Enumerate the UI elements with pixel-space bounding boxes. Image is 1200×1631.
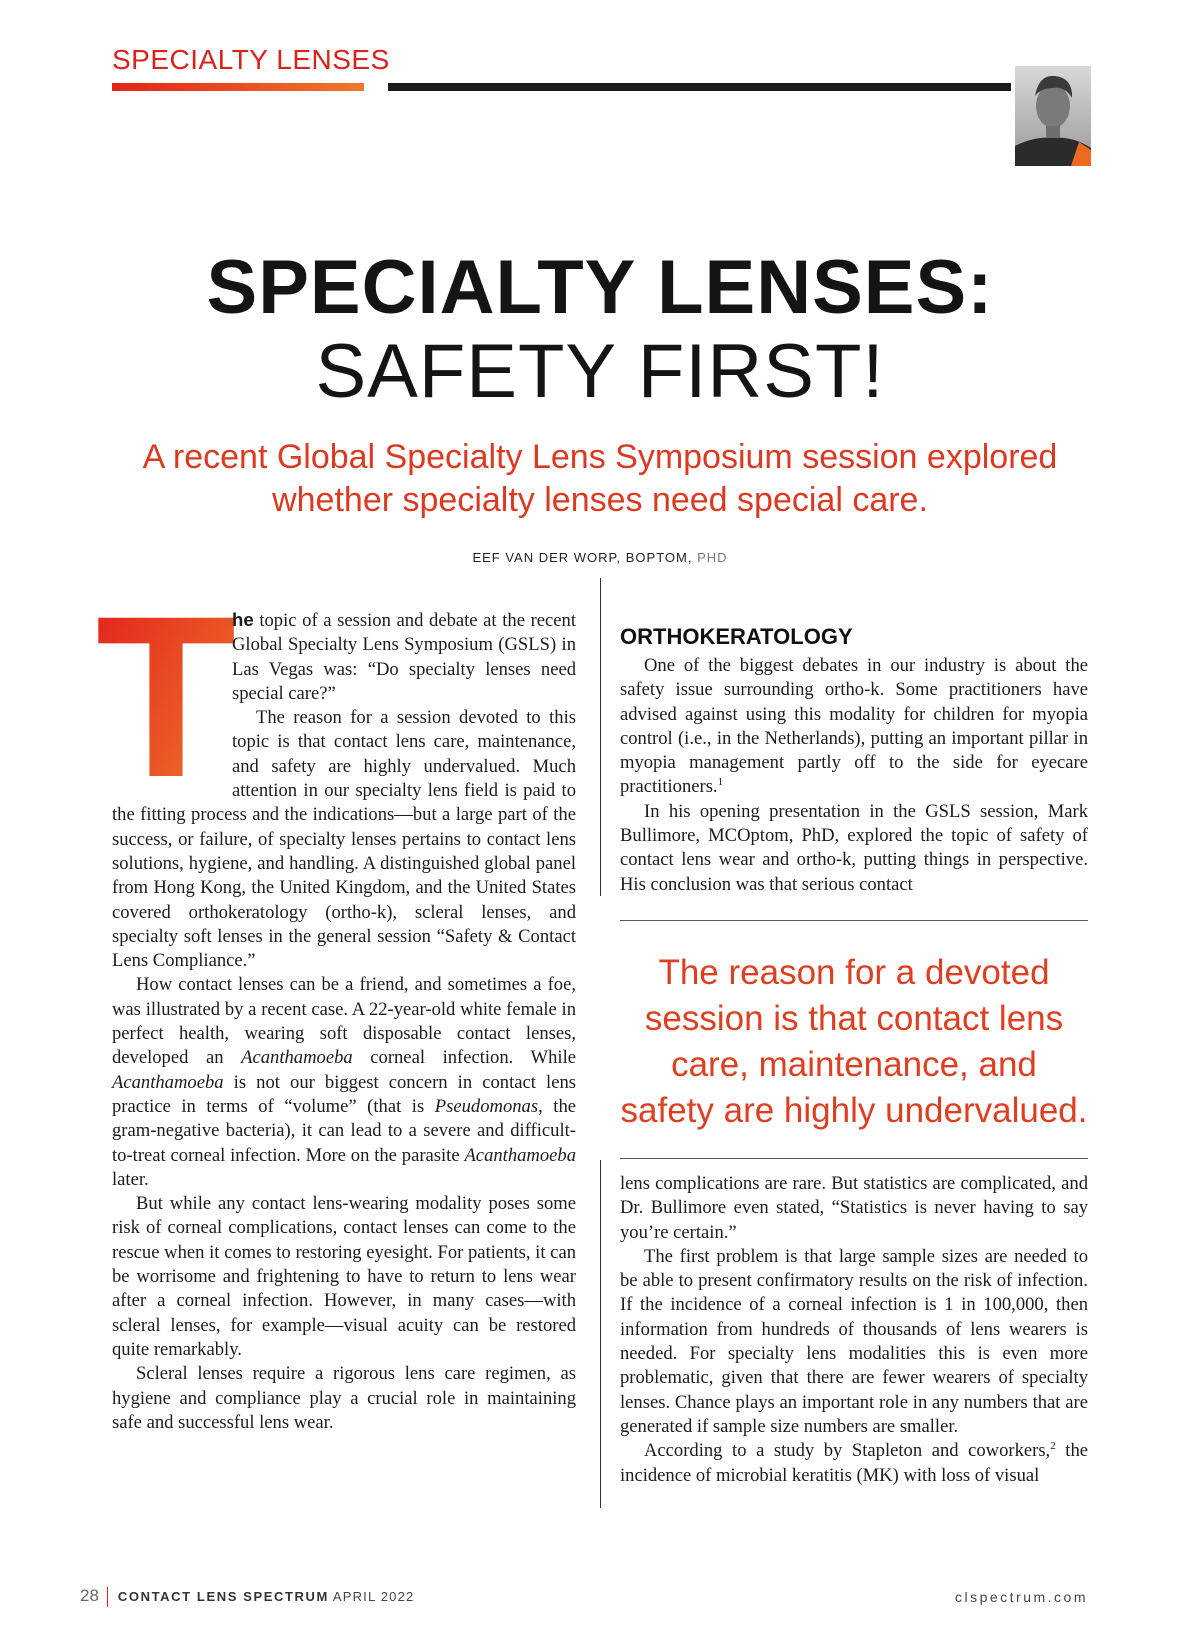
left-p3-italic-2: Acanthamoeba — [112, 1071, 224, 1093]
section-label: SPECIALTY LENSES — [112, 44, 390, 75]
left-p3-e: later. — [112, 1168, 149, 1190]
left-paragraph-2: The reason for a session devoted to this topic is that contact lens care, maintenance, and safety are highly undervalued. Much attention in our specialty lens field is paid to the fitting process and the indications—but a large part of the success, or failure, of specialty lenses pertains to contact lens solutions, hygiene, and handling. A distinguished global panel from Hong Kong, the United Kingdom, and the United States covered orthokeratology (ortho-k), scleral lenses, and specialty soft lenses in the general session “Safety & Contact Lens Compliance.” — [112, 707, 576, 972]
left-column — [95, 568, 577, 1435]
byline-name: EEF VAN DER WORP, BOPTOM, — [472, 550, 693, 565]
column-divider-bottom — [600, 1160, 601, 1508]
left-p3-a: How contact lenses can be a friend, and sometimes a foe, was illustrated by a recent case. A 22-year-old white female in perfect health, wearing soft disposable contact lenses, developed an — [112, 974, 576, 1069]
byline — [0, 550, 1200, 565]
reference-2: 2 — [1050, 1440, 1056, 1453]
right-paragraph-2: In his opening presentation in the GSLS session, Mark Bullimore, MCOptom, PhD, explored the topic of safety of contact lens wear and ortho-k, putting things in perspective. His conclusion was that serious contact — [620, 800, 1088, 895]
byline-credentials: PHD — [697, 550, 728, 565]
website: clspectrum.com — [954, 1589, 1088, 1605]
article-deck: A recent Global Specialty Lens Symposium session explored whether specialty lenses need special care. — [142, 438, 1058, 519]
magazine-name: CONTACT LENS SPECTRUM — [117, 1589, 329, 1604]
left-p3-italic-4: Acanthamoeba — [464, 1144, 576, 1166]
issue-date: APRIL 2022 — [332, 1589, 415, 1604]
left-p3-c: is not our biggest concern in contact lens practice in terms of “volume” (that is — [112, 1071, 576, 1117]
article-title-line2: SAFETY FIRST! — [315, 329, 885, 414]
drop-cap-letter: T — [95, 568, 237, 825]
footer — [80, 1586, 414, 1607]
subhead-orthokeratology: ORTHOKERATOLOGY — [620, 624, 853, 649]
lead-in: he — [232, 609, 254, 630]
drop-cap — [95, 568, 237, 825]
pull-quote-rule-top — [620, 920, 1088, 921]
right-p1-text: One of the biggest debates in our industry is about the safety issue surrounding ortho-k. Some practitioners have advised against using this modality for children for myopia control (i.e., in the Netherlands), putting an important pillar in myopia management partly off to the side for eyecare practitioners. — [620, 655, 1088, 798]
right-paragraph-4: The first problem is that large sample sizes are needed to be able to present confirmatory results on the risk of infection. If the incidence of a corneal infection is 1 in 100,000, then information from hundreds of thousands of lens wearers is needed. For specialty lens modalities this is even more problematic, given that there are fewer wearers of specialty lenses. Chance plays an important role in any numbers that are generated if sample size numbers are smaller. — [620, 1245, 1088, 1437]
page-number: 28 — [80, 1586, 99, 1605]
right-p5-a: According to a study by Stapleton and coworkers, — [644, 1440, 1051, 1462]
reference-1: 1 — [717, 776, 724, 789]
column-divider-top — [600, 578, 601, 896]
left-p3-d: , the gram-negative bacteria), it can lead to a severe and difficult-to-treat corneal infection. More on the parasite — [112, 1095, 577, 1166]
left-paragraph-3 — [112, 973, 576, 1192]
footer-separator — [107, 1587, 108, 1607]
section-underline — [112, 83, 364, 91]
article-title-line1: SPECIALTY LENSES: — [206, 245, 994, 330]
right-paragraph-5 — [620, 1439, 1088, 1488]
left-p1-text: topic of a session and debate at the recent Global Specialty Lens Symposium (GSLS) in Las Vegas was: “Do specialty lenses need special care?” — [232, 610, 576, 704]
pull-quote-rule-bottom — [620, 1158, 1088, 1159]
left-paragraph-5: Scleral lenses require a rigorous lens care regimen, as hygiene and compliance play a crucial role in maintaining safe and successful lens wear. — [112, 1363, 576, 1433]
author-photo — [1015, 66, 1091, 166]
right-paragraph-3: lens complications are rare. But statistics are complicated, and Dr. Bullimore even stated, “Statistics is never having to say you’re certain.” — [620, 1173, 1088, 1243]
left-p3-italic-1: Acanthamoeba — [241, 1047, 353, 1069]
right-column-top — [620, 626, 1088, 897]
left-p3-italic-3: Pseudomonas — [434, 1095, 539, 1117]
right-paragraph-1 — [620, 654, 1088, 800]
left-paragraph-4: But while any contact lens-wearing modality poses some risk of corneal complications, contact lenses can come to the rescue when it comes to restoring eyesight. For patients, it can be worrisome and frightening to have to return to lens wear after a corneal infection. However, in many cases—with scleral lenses, for example—visual acuity can be restored quite remarkably. — [112, 1193, 576, 1360]
right-column-bottom — [620, 1172, 1088, 1488]
right-p5-b: the incidence of microbial keratitis (MK) with loss of visual — [620, 1440, 1088, 1486]
header-rule — [388, 83, 1011, 91]
left-p3-b: corneal infection. While — [352, 1047, 576, 1069]
pull-quote: The reason for a devoted session is that contact lens care, maintenance, and safety are highly undervalued. — [620, 953, 1088, 1130]
